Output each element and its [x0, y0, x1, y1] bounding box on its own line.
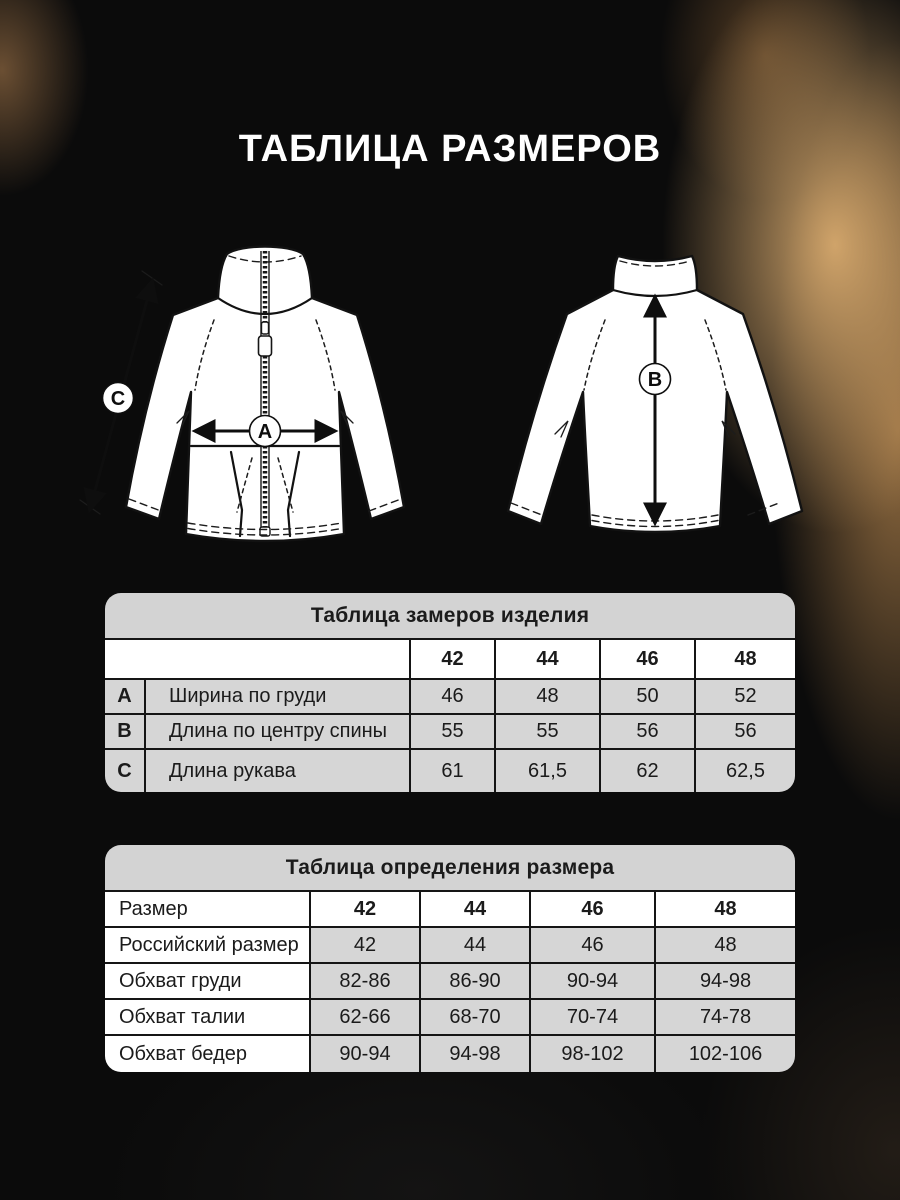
- size-row-label: Российский размер: [105, 927, 310, 963]
- size-row-label: Размер: [105, 891, 310, 927]
- measure-table: [105, 593, 795, 792]
- measure-value-cell: 62,5: [695, 749, 795, 792]
- measure-value-cell: 55: [410, 714, 495, 749]
- size-row-label: Обхват бедер: [105, 1035, 310, 1072]
- gap-cell: [145, 679, 157, 714]
- sleeve-length-label: C: [110, 388, 126, 410]
- size-table-title: Таблица определения размера: [105, 845, 795, 891]
- size-row-label: Обхват груди: [105, 963, 310, 999]
- measure-value-cell: 62: [600, 749, 695, 792]
- size-value-cell: 68-70: [420, 999, 530, 1035]
- measure-value-cell: 61,5: [495, 749, 600, 792]
- size-header-row: [105, 639, 795, 679]
- measure-value-cell: 61: [410, 749, 495, 792]
- table-row: [105, 749, 795, 792]
- measure-value-cell: 56: [695, 714, 795, 749]
- measure-label-cell: Ширина по груди: [157, 679, 410, 714]
- size-table: [105, 845, 795, 1072]
- corner-cell: [105, 639, 410, 679]
- table-row: [105, 1035, 795, 1072]
- size-header-cell: 46: [600, 639, 695, 679]
- size-value-cell: 74-78: [655, 999, 795, 1035]
- size-value-cell: 44: [420, 927, 530, 963]
- garment-diagrams: [0, 218, 900, 554]
- table-row: [105, 927, 795, 963]
- measure-key-cell: B: [105, 714, 145, 749]
- measure-key-cell: A: [105, 679, 145, 714]
- chest-width-label: A: [257, 421, 273, 443]
- size-header-cell: 42: [410, 639, 495, 679]
- size-value-cell: 102-106: [655, 1035, 795, 1072]
- size-value-cell: 62-66: [310, 999, 420, 1035]
- size-value-cell: 94-98: [420, 1035, 530, 1072]
- size-value-cell: 48: [655, 927, 795, 963]
- measure-value-cell: 52: [695, 679, 795, 714]
- jacket-front-drawing: [65, 218, 445, 553]
- size-header-cell: 44: [495, 639, 600, 679]
- size-value-cell: 94-98: [655, 963, 795, 999]
- gap-cell: [145, 749, 157, 792]
- size-value-cell: 90-94: [310, 1035, 420, 1072]
- size-value-cell: 42: [310, 891, 420, 927]
- table-row: [105, 999, 795, 1035]
- measure-table-title: Таблица замеров изделия: [105, 593, 795, 639]
- size-value-cell: 86-90: [420, 963, 530, 999]
- size-value-cell: 90-94: [530, 963, 655, 999]
- measure-label-cell: Длина рукава: [157, 749, 410, 792]
- size-value-cell: 82-86: [310, 963, 420, 999]
- measure-value-cell: 48: [495, 679, 600, 714]
- size-value-cell: 98-102: [530, 1035, 655, 1072]
- size-value-cell: 42: [310, 927, 420, 963]
- table-row: [105, 679, 795, 714]
- size-value-cell: 46: [530, 891, 655, 927]
- page-title: ТАБЛИЦА РАЗМЕРОВ: [238, 128, 662, 170]
- size-value-cell: 46: [530, 927, 655, 963]
- jacket-back-drawing: [455, 224, 835, 554]
- measure-value-cell: 55: [495, 714, 600, 749]
- measure-value-cell: 50: [600, 679, 695, 714]
- back-length-label: B: [647, 369, 663, 391]
- measure-value-cell: 56: [600, 714, 695, 749]
- table-row: [105, 963, 795, 999]
- table-row: [105, 891, 795, 927]
- table-row: [105, 714, 795, 749]
- measure-key-cell: C: [105, 749, 145, 792]
- size-value-cell: 48: [655, 891, 795, 927]
- size-row-label: Обхват талии: [105, 999, 310, 1035]
- size-value-cell: 70-74: [530, 999, 655, 1035]
- measure-label-cell: Длина по центру спины: [157, 714, 410, 749]
- size-header-cell: 48: [695, 639, 795, 679]
- size-value-cell: 44: [420, 891, 530, 927]
- measure-value-cell: 46: [410, 679, 495, 714]
- gap-cell: [145, 714, 157, 749]
